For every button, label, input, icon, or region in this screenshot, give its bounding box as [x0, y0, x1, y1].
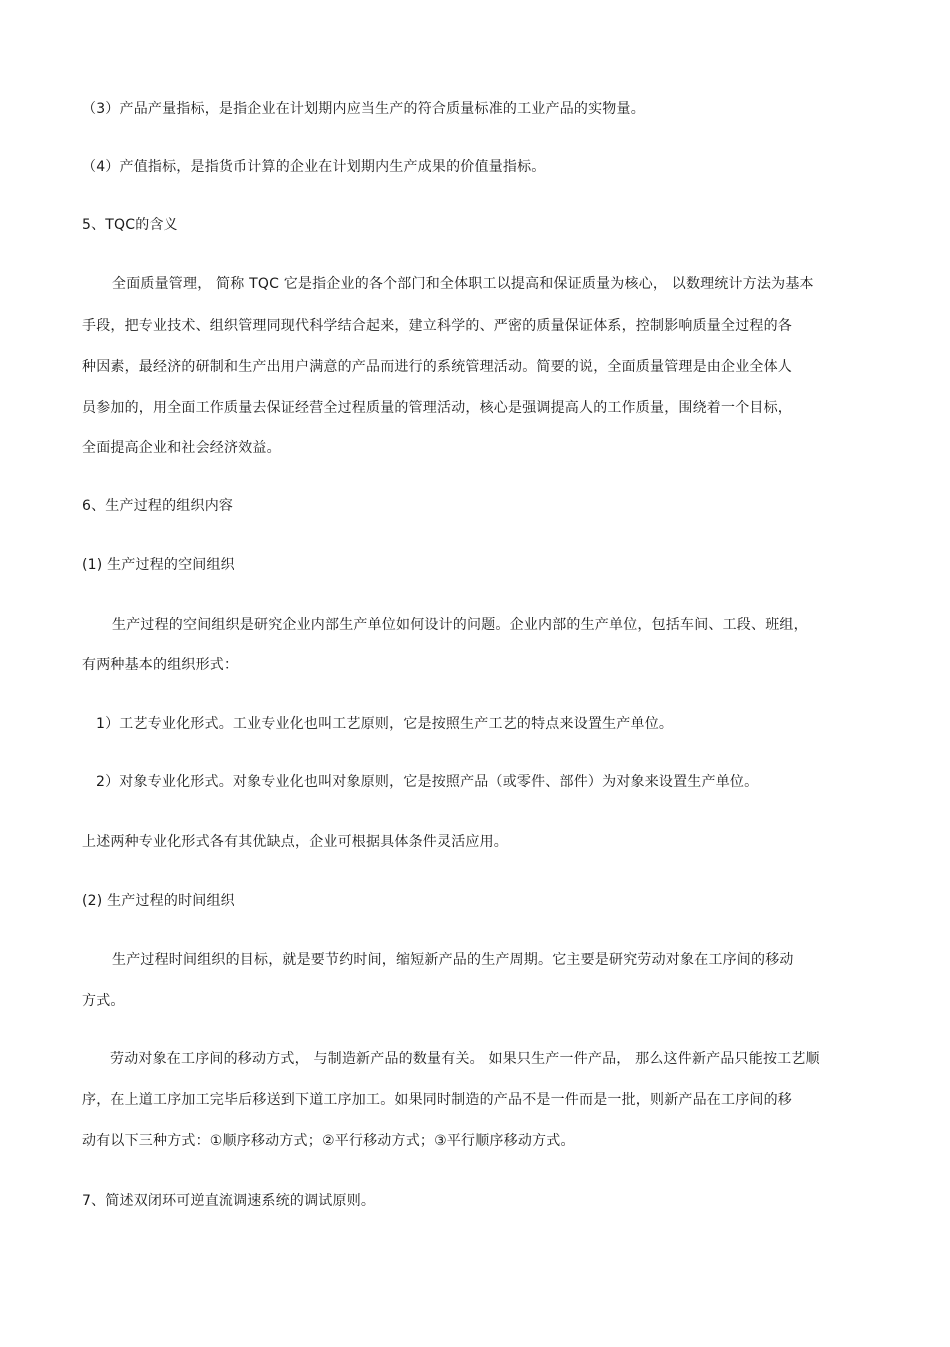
- paragraph-output-quantity: （3）产品产量指标，是指企业在计划期内应当生产的符合质量标准的工业产品的实物量。: [82, 101, 645, 117]
- heading-tqc: 5、TQC的含义: [82, 217, 178, 233]
- paragraph-output-value: （4）产值指标，是指货币计算的企业在计划期内生产成果的价值量指标。: [82, 159, 546, 175]
- subheading-time-organization: (2) 生产过程的时间组织: [82, 893, 235, 909]
- heading-dual-loop-debugging: 7、简述双闭环可逆直流调速系统的调试原则。: [82, 1193, 376, 1209]
- subheading-spatial-organization: (1) 生产过程的空间组织: [82, 557, 235, 573]
- heading-production-organization: 6、生产过程的组织内容: [82, 498, 234, 514]
- paragraph-tqc-line-1: 全面质量管理， 简称 TQC 它是指企业的各个部门和全体职工以提高和保证质量为核心， 以数理统计方法为基本: [112, 276, 814, 292]
- list-item-process-specialization: 1）工艺专业化形式。工业专业化也叫工艺原则，它是按照生产工艺的特点来设置生产单位。: [96, 716, 674, 732]
- list-item-object-specialization: 2）对象专业化形式。对象专业化也叫对象原则，它是按照产品（或零件、部件）为对象来设置生产单位。: [96, 774, 759, 790]
- paragraph-time-line-1: 生产过程时间组织的目标，就是要节约时间，缩短新产品的生产周期。它主要是研究劳动对象在工序间的移动: [112, 952, 794, 968]
- paragraph-tqc-line-2: 手段，把专业技术、组织管理同现代科学结合起来，建立科学的、严密的质量保证体系，控制影响质量全过程的各: [82, 318, 792, 334]
- paragraph-movement-line-3: 动有以下三种方式：①顺序移动方式；②平行移动方式；③平行顺序移动方式。: [82, 1133, 575, 1149]
- paragraph-time-line-2: 方式。: [82, 993, 125, 1009]
- paragraph-tqc-line-5: 全面提高企业和社会经济效益。: [82, 440, 281, 456]
- paragraph-specialization-summary: 上述两种专业化形式各有其优缺点，企业可根据具体条件灵活应用。: [82, 834, 508, 850]
- paragraph-spatial-line-1: 生产过程的空间组织是研究企业内部生产单位如何设计的问题。企业内部的生产单位，包括车间、工段、班组，: [112, 617, 808, 633]
- paragraph-spatial-line-2: 有两种基本的组织形式：: [82, 657, 239, 673]
- paragraph-movement-line-1: 劳动对象在工序间的移动方式， 与制造新产品的数量有关。 如果只生产一件产品， 那么这件新产品只能按工艺顺: [110, 1051, 820, 1067]
- paragraph-tqc-line-3: 种因素，最经济的研制和生产出用户满意的产品而进行的系统管理活动。简要的说，全面质量管理是由企业全体人: [82, 359, 792, 375]
- paragraph-movement-line-2: 序，在上道工序加工完毕后移送到下道工序加工。如果同时制造的产品不是一件而是一批，则新产品在工序间的移: [82, 1092, 792, 1108]
- paragraph-tqc-line-4: 员参加的，用全面工作质量去保证经营全过程质量的管理活动，核心是强调提高人的工作质量，围绕着一个目标，: [82, 400, 792, 416]
